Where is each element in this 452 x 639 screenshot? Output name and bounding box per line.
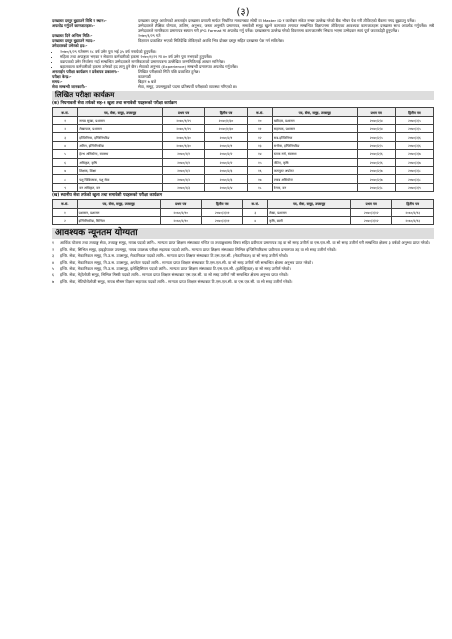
info-key: समय:- [52, 79, 63, 85]
table-cell: २०७०/२/६ [357, 150, 395, 158]
info-row [52, 23, 434, 33]
table-cell: २०७०/२/१३ [392, 208, 434, 216]
table-header-cell: द्वितीय पत्र [205, 108, 247, 116]
table-cell: ४ [243, 217, 268, 225]
table-cell: २०७०/२/५ [357, 141, 395, 149]
table-cell: २०७०/१/२९ [162, 125, 204, 133]
table1-caption: (क) नियमावली सेवा तर्फको सह-१ खुला तथा समावेशी पदहरूको परीक्षा कार्यक्रम [52, 100, 177, 106]
table-cell: २०७०/२/६ [357, 158, 395, 166]
table-cell: २०७०/२/१ [205, 133, 247, 141]
written-exam-title: लिखित परीक्षा कार्यक्रम [52, 91, 434, 100]
table-cell: ल्याब असिस्टेन्ट [272, 175, 357, 183]
table-cell: २ [53, 217, 78, 225]
table-cell: २०७०/१/३० [162, 133, 204, 141]
table-cell: २०७०/२/१० [160, 208, 201, 216]
table-cell: १७ [247, 175, 272, 183]
info-key: उमेदवारको उमेरको हद:- [52, 43, 88, 49]
table-cell: १२ [247, 133, 272, 141]
table-row [53, 175, 434, 183]
qualification-item [52, 260, 434, 265]
table-header-cell: द्वितीय पत्र [392, 200, 434, 208]
age-rule-item: • वडापत्रको उमेर निर्धारण गर्दा सम्बन्धित उम्मेदवारले नागरिकताको प्रमाणपत्रमा उल्लेखित जन्ममितिलाई आधार मानिनेछ। [60, 59, 434, 64]
table-header-cell: क.सं. [243, 200, 268, 208]
table-cell: २०७०/२/७ [395, 158, 433, 166]
info-value: सेवा, समूह, उपसमूहको पदमा प्रतिस्पर्धी परीक्षाको व्यवस्था गरिएको छ। [138, 84, 238, 90]
table-cell: रेन्जर, वन [272, 183, 357, 191]
info-row [52, 84, 434, 89]
table-cell: २०७०/१/३० [162, 141, 204, 149]
table-cell: २०७०/२/५ [357, 133, 395, 141]
table-cell: शिक्षक, शिक्षा [78, 167, 163, 175]
qualification-item [52, 272, 434, 277]
info-key: परीक्षा केन्द्र:- [52, 74, 72, 80]
table-header-cell: प्रथम पत्र [357, 108, 395, 116]
schedule-section [52, 69, 434, 89]
table-cell: ८ [53, 175, 78, 183]
qualification-number: ५ [52, 266, 55, 272]
info-section [52, 18, 434, 49]
table-cell: खरिदार, प्रशासन [272, 116, 357, 124]
info-value: २०७०/१/२९ गते [138, 33, 161, 39]
exam-table-1 [52, 107, 434, 192]
qualification-item [52, 247, 434, 252]
table-cell: २०७०/२/१० [160, 217, 201, 225]
qualifications-list [52, 240, 434, 284]
qualification-number: ६ [52, 272, 55, 278]
qualification-text: इन्जि. सेवा, मेकानिकल समूह, नि.उ.स. उपसमूह, इलेक्ट्रिसियन पदको लागि:- मान्यता प्राप्त शिक्षण संस्थाबाट टि.एस.एल.सी. (इलेक्ट्रिकल) वा सो सरह उत्तीर्ण गरेको। [60, 266, 291, 272]
table-cell: १८ [247, 183, 272, 191]
table-cell: २०७०/१/३० [205, 116, 247, 124]
table-cell: १४ [247, 150, 272, 158]
table-header-cell: पद, सेवा, समूह, उपसमूह [77, 200, 160, 208]
table-cell: २०७०/२/४ [357, 116, 395, 124]
info-value: विज्ञापन प्रकाशित भएको मितिदेखि तोकिएको अवधि भित्र दोब्बर दस्तुर सहित दरखास्त पेश गर्न सकिनेछ। [138, 38, 285, 44]
table-cell: जेटिए, कृषि [272, 158, 357, 166]
table-row [53, 158, 434, 166]
table-cell: पशु चिकित्सक, पशु सेवा [78, 175, 163, 183]
table-header-cell: द्वितीय पत्र [395, 108, 433, 116]
table-header-cell: क.सं. [247, 108, 272, 116]
table-cell: २०७०/२/४ [357, 125, 395, 133]
table-cell: २०७०/२/१ [162, 158, 204, 166]
table-cell: २०७०/२/१२ [350, 208, 391, 216]
qualification-item [52, 240, 434, 245]
table-cell: वन अधिकृत, वन [78, 183, 163, 191]
qualification-number: ७ [52, 278, 55, 284]
table-cell: २०७०/२/५ [395, 116, 433, 124]
table-cell: ५ [53, 150, 78, 158]
table-cell: २०७०/२/६ [395, 133, 433, 141]
table-cell: १० [247, 116, 272, 124]
table-cell: २०७०/२/३ [205, 167, 247, 175]
qualification-item [52, 279, 434, 284]
table-cell: नायब सुब्बा, प्रशासन [78, 116, 163, 124]
table-cell: ११ [247, 125, 272, 133]
table-cell: कृषि, बाली [268, 217, 351, 225]
table-cell: २०७०/२/१ [162, 150, 204, 158]
table-cell: २०७०/२/७ [395, 150, 433, 158]
qualification-text: इन्जि. सेवा, सिभिल समूह, हाइड्रोपावर उपसमूह, नायब उपलब्ध परीक्षा सहायक पदको लागि:- मान्यता प्राप्त शिक्षण संस्थाबाट सिभिल इन्जिनियरिङमा प्रवीणता प्रमाणपत्र तह वा सो सरह उत्तीर्ण गरेको। [60, 246, 337, 252]
table-cell: लेखापाल, प्रशासन [78, 125, 163, 133]
table-header-cell: पद, सेवा, समूह, उपसमूह [268, 200, 351, 208]
table-cell: २०७०/२/१३ [392, 217, 434, 225]
table-cell: इन्जिनियरिङ, सिभिल [77, 217, 160, 225]
info-value: दरखास्त दस्तुर आयोगको अनलाईन दरखास्त प्रणाली मार्फत निर्धारित माध्यमबाट सोधी वा Master ID र कारोबार संकेत नम्बर उल्लेख गरेको बैंक भौचर पेश गरी तोकिएको बैंकमा नगद बुझाउनु पर्नेछ। [138, 18, 416, 23]
info-row [52, 43, 434, 48]
table-cell: २०७०/२/३ [205, 175, 247, 183]
table-cell: स्टाफ नर्स, स्वास्थ्य [272, 150, 357, 158]
info-value: काठमाडौं [138, 74, 151, 80]
info-key: अनलाईन परीक्षा कार्यक्रम र प्रवेशपत्र प्रकाशन:- [52, 68, 119, 74]
qualification-number: ३ [52, 253, 55, 259]
info-key: अपलोड गर्नुपर्ने कागजातहरू:- [52, 23, 95, 29]
table-cell: २०७०/२/२ [162, 175, 204, 183]
qualification-text: इन्जि. सेवा, मेकानिकल समूह, नि.उ.स. उपसमूह, अपरेटर पदको लागि:- मान्यता प्राप्त शिक्षण संस्थाबाट टि.एस.एल.सी. वा सो सरह उत्तीर्ण गरी सम्बन्धित क्षेत्रमा अनुभव प्राप्त गरेको। [60, 259, 313, 265]
qualification-text: इन्जि. सेवा, मेकानिकल समूह, नि.उ.स. उपसमूह, मेकानिकल पदको लागि:- मान्यता प्राप्त शिक्षण संस्थाबाट टि.एस.एल.सी. (मेकानिकल) वा सो सरह उत्तीर्ण गरेको। [60, 253, 289, 259]
table-cell: २०७०/२/५ [395, 125, 433, 133]
table-cell: २०७०/२/७ [357, 167, 395, 175]
table-cell: १ [53, 116, 78, 124]
table-row [53, 141, 434, 149]
qualification-item [52, 266, 434, 271]
age-rule-item: • २०७०/१/२९ गतेसम्म १८ वर्ष उमेर पुरा भई ३५ वर्ष ननाघेको हुनुपर्नेछ। [60, 49, 434, 54]
table-cell: इञ्जिनियर, इन्जिनियरिङ [78, 133, 163, 141]
table-cell: २०७०/२/८ [357, 183, 395, 191]
table-cell: १६ [247, 167, 272, 175]
table-cell: २०७०/२/४ [205, 183, 247, 191]
table-header-cell: प्रथम पत्र [350, 200, 391, 208]
table-cell: ४ [53, 141, 78, 149]
table-cell: कम्प्युटर अपरेटर [272, 167, 357, 175]
table-cell: १ [53, 208, 78, 216]
qualification-text: इन्जि. सेवा, मेट्रोलोजी समूह, सिभिल मिस्त्री पदको लागि:- मान्यता प्राप्त शिक्षण संस्थाबाट एस.एल.सी. वा सो सरह उत्तीर्ण गरी सम्बन्धित क्षेत्रमा अनुभव प्राप्त गरेको। [60, 272, 289, 278]
info-key: सेवा सम्बन्धी जानकारी:- [52, 84, 87, 90]
table-cell: २०७०/२/२ [162, 167, 204, 175]
table-cell: २०७०/२/९ [395, 183, 433, 191]
table-row [53, 217, 434, 225]
age-rule-item: • बहालवाला कर्मचारीको हकमा उमेरको हद लागू हुने छैन। सेवाको अनुभव (Experience) सम्बन्धी प्रमाणपत्र अपलोड गर्नुपर्नेछ। [60, 64, 434, 69]
table-cell: २०७०/२/१२ [350, 217, 391, 225]
table-header-cell: द्वितीय पत्र [201, 200, 242, 208]
age-rules-list [52, 49, 434, 69]
table-cell: २०७०/२/८ [395, 175, 433, 183]
page-number: (३) [236, 7, 250, 18]
qualification-number: १ [52, 240, 55, 246]
table-row [53, 208, 434, 216]
table-row [53, 167, 434, 175]
qualification-text: इन्जि. सेवा, मेटियोरोलोजी समूह, नायब मौसम विज्ञान सहायक पदको लागि:- मान्यता प्राप्त शिक्षण संस्थाबाट टि.एस.एल.सी. वा एस.एल.सी. वा सो सरह उत्तीर्ण गरेको। [60, 278, 293, 284]
table-cell: ३ [243, 208, 268, 216]
table-cell: २०७०/२/१ [205, 141, 247, 149]
min-qualification-title: आवश्यक न्यूनतम योग्यता [52, 228, 434, 239]
table-header-cell: प्रथम पत्र [162, 108, 204, 116]
table-cell: ७ [53, 167, 78, 175]
info-key: दरखास्त दिने अन्तिम मिति:- [52, 33, 93, 39]
qualification-number: २ [52, 246, 55, 252]
table-cell: २०७०/२/६ [395, 141, 433, 149]
table-row [53, 116, 434, 124]
info-key: दरखास्त दस्तुर बुझाउने म्याद:- [52, 38, 96, 44]
table-cell: २ [53, 125, 78, 133]
exam-table-2 [52, 199, 434, 225]
table-cell: २०७०/१/२९ [162, 116, 204, 124]
table-cell: २०७०/२/८ [395, 167, 433, 175]
qualification-text: आर्थिक योजना तथा तथ्याङ्क सेवा, तथ्याङ्क समूह, नायब पदको लागि:- मान्यता प्राप्त शिक्षण संस्थाबाट गणित वा तथ्याङ्कशास्त्र विषय सहित प्रवीणता प्रमाणपत्र तह वा सो सरह उत्तीर्ण वा एस.एल.सी. वा सो सरह उत्तीर्ण गरी सम्बन्धित क्षेत्रमा ३ वर्षको अनुभव प्राप्त गरेको। [60, 240, 430, 246]
table-cell: सर्भेयर, इन्जिनियरिङ [272, 141, 357, 149]
info-value: बिहान ७ बजे [138, 79, 157, 85]
table-cell: ६ [53, 158, 78, 166]
table-header-cell: क.सं. [53, 108, 78, 116]
table-cell: २०७०/२/११ [201, 208, 242, 216]
info-value [138, 43, 434, 48]
info-value: लिखित परीक्षाको मिति पछि प्रकाशित हुनेछ। [138, 68, 200, 74]
table-cell: अधिकृत, कृषि [78, 158, 163, 166]
table-cell: २०७०/२/७ [357, 175, 395, 183]
table-cell: २०७०/२/२ [205, 158, 247, 166]
table-row [53, 183, 434, 191]
table-header-cell: पद, सेवा, समूह, उपसमूह [78, 108, 163, 116]
table-row [53, 125, 434, 133]
table-cell: ३ [53, 133, 78, 141]
table-row [53, 133, 434, 141]
table-cell: अमिन, इन्जिनियरिङ [78, 141, 163, 149]
qualification-number: ४ [52, 259, 55, 265]
table-cell: १३ [247, 141, 272, 149]
table-cell: सहायक, प्रशासन [272, 125, 357, 133]
table-cell: प्रशासन, प्रशासन [77, 208, 160, 216]
qualification-item [52, 253, 434, 258]
table-header-cell: पद, सेवा, समूह, उपसमूह [272, 108, 357, 116]
table-cell: २०७०/२/२ [205, 150, 247, 158]
table-cell: हेल्थ असिस्टेन्ट, स्वास्थ्य [78, 150, 163, 158]
age-rule-item: • महिला तथा अपाङ्गता भएका र सेवारत कर्मचारीको हकमा २०७०/१/२९ मा ४० वर्ष उमेर पुरा नभएको हुनुपर्नेछ। [60, 54, 434, 59]
table-cell: २०७०/२/३ [162, 183, 204, 191]
table-cell: १५ [247, 158, 272, 166]
info-value: उम्मेदवारले शैक्षिक योग्यता, तालिम, अनुभव, जस्ता अनुमति प्रमाणपत्र, समावेशी समूह खुल्ने कागजात लगायत सम्बन्धित विज्ञापनमा तोकिएका आवश्यक कागजातहरू दरखास्त साथ अपलोड गर्नुपर्नेछ। सबै उम्मेदवारले नागरिकता प्रमाणपत्र स्क्यान गरी JPG Format मा अपलोड गर्नु पर्नेछ। दरखास्तमा उल्लेख गरेको विवरणमा कागजातसँग भिन्नता भएमा उम्मेदवार स्वयं पूर्ण जवाफदेही हुनुपर्नेछ। [138, 23, 434, 34]
table-cell: २०७०/१/३० [205, 125, 247, 133]
table-header-cell: क.सं. [53, 200, 78, 208]
table-cell: सब-इञ्जिनियर [272, 133, 357, 141]
table-cell: ९ [53, 183, 78, 191]
table-cell: लेखा, प्रशासन [268, 208, 351, 216]
table-header-cell: प्रथम पत्र [160, 200, 201, 208]
table2-caption: (ख) स्थानीय सेवा तर्फको खुला तथा समावेशी पदहरूको परीक्षा कार्यक्रम [52, 192, 162, 198]
info-key: दरखास्त दस्तुर बुझाउने विधि र स्थान:- [52, 18, 107, 23]
table-cell: २०७०/२/११ [201, 217, 242, 225]
table-row [53, 150, 434, 158]
